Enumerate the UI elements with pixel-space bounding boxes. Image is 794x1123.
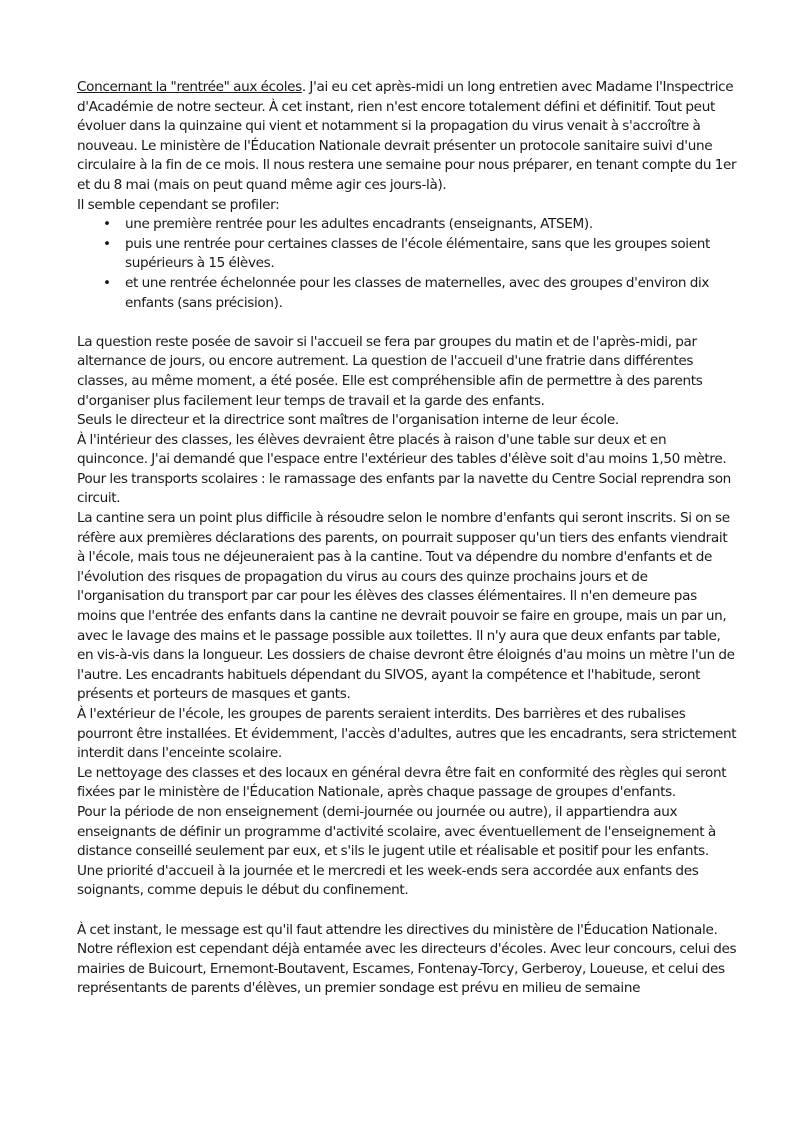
closing-paragraph: Notre réflexion est cependant déjà entamée avec les directeurs d'écoles. Avec leur concours, celui des mairies de Buicourt, Ernemont-Boutavent, Escames, Fontenay-Torcy, Gerberoy, Loueuse, et celui des représentants de parents d'élèves, un premier sondage est prévu en milieu de semaine (77, 941, 737, 997)
paragraph: Une priorité d'accueil à la journée et le mercredi et les week-ends sera accordée aux enfants des soignants, comme depuis le début du confinement. (77, 862, 699, 899)
paragraph: À l'intérieur des classes, les élèves devraient être placés à raison d'une table sur deux et en quinconce. J'ai demandé que l'espace entre l'extérieur des tables d'élève soit d'au moins 1,50 mètre. (77, 431, 727, 468)
closing-paragraph: À cet instant, le message est qu'il faut attendre les directives du ministère de l'Éducation Nationale. (77, 921, 718, 938)
paragraph: La question reste posée de savoir si l'accueil se fera par groupes du matin et de l'après-midi, par alternance de jours, ou encore autrement. La question de l'accueil d'une fratrie dans différentes classes, au même moment, a été posée. Elle est compréhensible afin de permettre à des parents d'organiser plus facilement leur temps de travail et la garde des enfants. (77, 333, 703, 409)
bullet-item: • une première rentrée pour les adultes encadrants (enseignants, ATSEM). (125, 215, 737, 235)
intro-paragraph (77, 78, 737, 196)
paragraph: La cantine sera un point plus difficile à résoudre selon le nombre d'enfants qui seront inscrits. Si on se réfère aux premières déclarations des parents, on pourrait supposer qu'un tiers des enfants viendrait à l'école, mais tous ne déjeuneraient pas à la cantine. Tout va dépendre du nombre d'enfants et de l'évolution des risques de propagation du virus au cours des quinze prochains jours et de l'organisation du transport par car pour les élèves des classes élémentaires. Il n'en demeure pas moins que l'entrée des enfants dans la cantine ne devrait pouvoir se faire en groupe, mais un par un, avec le lavage des mains et le passage possible aux toilettes. Il n'y aura que deux enfants par table, en vis-à-vis dans la longueur. Les dossiers de chaise devront être éloignés d'au moins un mètre l'un de l'autre. Les encadrants habituels dépendant du SIVOS, ayant la compétence et l'habitude, seront présents et porteurs de masques et gants. (77, 510, 735, 703)
paragraph: Pour les transports scolaires : le ramassage des enfants par la navette du Centre Social reprendra son circuit. (77, 470, 731, 507)
paragraph: Pour la période de non enseignement (demi-journée ou journée ou autre), il appartiendra aux enseignants de définir un programme d'activité scolaire, avec éventuellement de l'enseignement à distance conseillé seulement par eux, et s'ils le jugent utile et réalisable et positif pour les enfants. (77, 803, 716, 860)
intro-text: . J'ai eu cet après-midi un long entretien avec Madame l'Inspectrice d'Académie de notre secteur. À cet instant, rien n'est encore totalement défini et définitif. Tout peut évoluer dans la quinzaine qui vient et notamment si la propagation du virus venait à s'accroître à nouveau. Le ministère de l'Éducation Nationale devrait présenter un protocole sanitaire suivi d'une circulaire à la fin de ce mois. Il nous restera une semaine pour nous préparer, en tenant compte du 1er et du 8 mai (mais on peut quand même agir ces jours-là). (77, 79, 737, 193)
paragraph: À l'extérieur de l'école, les groupes de parents seraient interdits. Des barrières et des rubalises pourront être installées. Et évidemment, l'accès d'adultes, autres que les encadrants, sera strictement interdit dans l'enceinte scolaire. (77, 706, 737, 762)
document-body (77, 78, 737, 999)
paragraph: Le nettoyage des classes et des locaux en général devra être fait en conformité des règles qui seront fixées par le ministère de l'Éducation Nationale, après chaque passage de groupes d'enfants. (77, 764, 727, 801)
paragraph-gap (77, 901, 737, 921)
paragraph-gap (77, 313, 737, 333)
bullet-list (77, 215, 737, 313)
bullet-item: • et une rentrée échelonnée pour les classes de maternelles, avec des groupes d'environ dix enfants (sans précision). (125, 274, 737, 313)
paragraph: Seuls le directeur et la directrice sont maîtres de l'organisation interne de leur école. (77, 412, 619, 429)
profile-intro: Il semble cependant se profiler: (77, 196, 280, 213)
bullet-item: • puis une rentrée pour certaines classes de l'école élémentaire, sans que les groupes soient supérieurs à 15 élèves. (125, 235, 737, 274)
intro-lead: Concernant la "rentrée" aux écoles (77, 79, 302, 95)
